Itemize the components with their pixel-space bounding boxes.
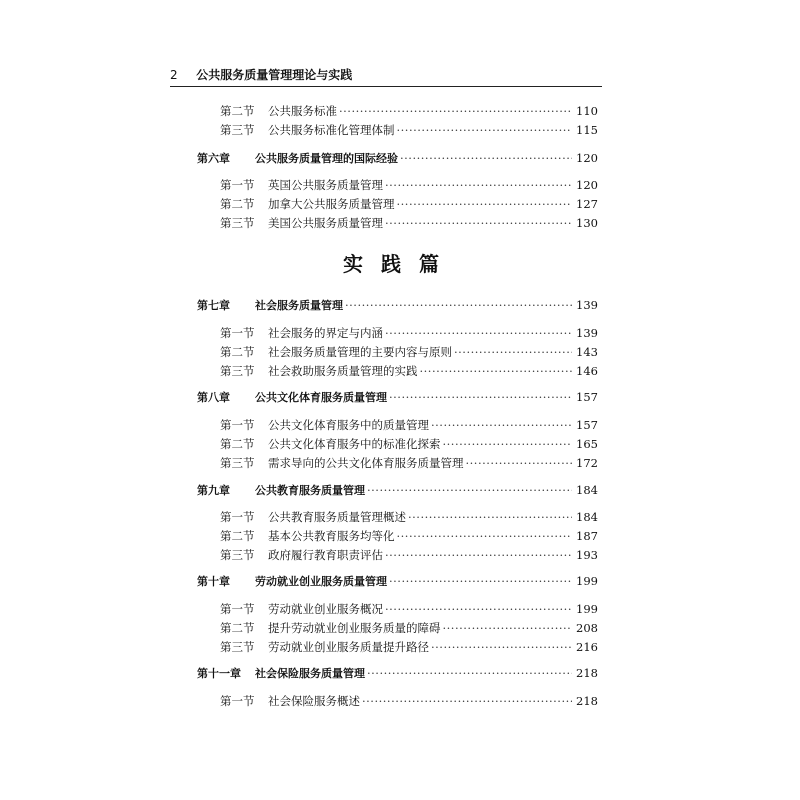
toc-entry-label: 第十一章 (197, 667, 241, 680)
toc-leader-dots (397, 195, 573, 213)
toc-leader-dots (420, 362, 573, 380)
toc-entry-page: 187 (576, 529, 598, 543)
toc-entry-label: 第三节 (220, 640, 255, 654)
toc-entry-page: 139 (576, 326, 598, 340)
toc-leader-dots (454, 343, 572, 361)
toc-entry-page: 110 (576, 104, 598, 118)
toc-section-entry (0, 214, 800, 232)
toc-entry-page: 157 (576, 418, 598, 432)
toc-section-entry (0, 454, 800, 472)
toc-entry-page: 218 (576, 694, 598, 708)
toc-entry-page: 184 (576, 510, 598, 524)
toc-leader-dots (408, 508, 572, 526)
toc-leader-dots (385, 176, 572, 194)
toc-entry-title: 加拿大公共服务质量管理 (268, 197, 395, 211)
toc-section-entry (0, 527, 800, 545)
toc-entry-title: 社会服务质量管理 (255, 299, 343, 312)
toc-entry-title: 公共文化体育服务中的质量管理 (268, 418, 429, 432)
toc-entry-title: 社会救助服务质量管理的实践 (268, 364, 418, 378)
toc-entry-page: 184 (576, 483, 598, 497)
toc-entry-title: 社会服务质量管理的主要内容与原则 (268, 345, 452, 359)
toc-entry-page: 199 (576, 574, 598, 588)
toc-leader-dots (443, 435, 573, 453)
toc-entry-page: 218 (576, 666, 598, 680)
toc-entry-label: 第一节 (220, 510, 255, 524)
toc-entry-label: 第一节 (220, 178, 255, 192)
toc-entry-page: 146 (576, 364, 598, 378)
toc-entry-page: 143 (576, 345, 598, 359)
toc-section-entry (0, 102, 800, 120)
toc-entry-title: 劳动就业创业服务概况 (268, 602, 383, 616)
toc-entry-label: 第七章 (197, 299, 230, 312)
toc-entry-page: 127 (576, 197, 598, 211)
toc-entry-page: 199 (576, 602, 598, 616)
toc-leader-dots (362, 692, 572, 710)
toc-leader-dots (367, 481, 572, 499)
toc-leader-dots (443, 619, 573, 637)
toc-section-entry (0, 324, 800, 342)
toc-leader-dots (339, 102, 572, 120)
toc-entry-page: 120 (576, 178, 598, 192)
toc-leader-dots (397, 527, 573, 545)
toc-entry-title: 基本公共教育服务均等化 (268, 529, 395, 543)
toc-entry-label: 第六章 (197, 152, 230, 165)
toc-chapter-entry (0, 481, 800, 499)
toc-entry-title: 英国公共服务质量管理 (268, 178, 383, 192)
toc-entry-title: 提升劳动就业创业服务质量的障碍 (268, 621, 441, 635)
toc-entry-label: 第八章 (197, 391, 230, 404)
toc-entry-title: 公共教育服务质量管理 (255, 484, 365, 497)
toc-leader-dots (385, 546, 572, 564)
toc-entry-label: 第二节 (220, 621, 255, 635)
page-number: 2 (170, 68, 178, 82)
toc-leader-dots (431, 416, 572, 434)
toc-leader-dots (385, 600, 572, 618)
toc-entry-title: 公共服务标准化管理体制 (268, 123, 395, 137)
toc-section-entry (0, 619, 800, 637)
toc-entry-label: 第十章 (197, 575, 230, 588)
toc-entry-page: 208 (576, 621, 598, 635)
toc-entry-page: 165 (576, 437, 598, 451)
toc-leader-dots (389, 388, 572, 406)
toc-entry-label: 第一节 (220, 326, 255, 340)
toc-entry-label: 第一节 (220, 694, 255, 708)
toc-entry-page: 120 (576, 151, 598, 165)
toc-entry-label: 第九章 (197, 484, 230, 497)
toc-section-entry (0, 508, 800, 526)
toc-leader-dots (400, 149, 572, 167)
toc-leader-dots (397, 121, 573, 139)
toc-leader-dots (367, 664, 572, 682)
toc-section-entry (0, 176, 800, 194)
toc-entry-title: 需求导向的公共文化体育服务质量管理 (268, 456, 464, 470)
toc-entry-label: 第三节 (220, 123, 255, 137)
toc-entry-title: 社会服务的界定与内涵 (268, 326, 383, 340)
toc-section-entry (0, 195, 800, 213)
toc-entry-title: 社会保险服务概述 (268, 694, 360, 708)
book-title: 公共服务质量管理理论与实践 (196, 68, 353, 82)
toc-entry-label: 第一节 (220, 418, 255, 432)
toc-section-entry (0, 435, 800, 453)
toc-entry-title: 公共文化体育服务质量管理 (255, 391, 387, 404)
toc-entry-page: 172 (576, 456, 598, 470)
toc-entry-title: 公共教育服务质量管理概述 (268, 510, 406, 524)
toc-entry-label: 第三节 (220, 364, 255, 378)
toc-entry-label: 第二节 (220, 345, 255, 359)
toc-section-entry (0, 343, 800, 361)
toc-entry-page: 115 (576, 123, 598, 137)
toc-entry-label: 第三节 (220, 216, 255, 230)
toc-entry-title: 社会保险服务质量管理 (255, 667, 365, 680)
part-title: 实践篇 (343, 252, 457, 276)
toc-section-entry (0, 638, 800, 656)
toc-chapter-entry (0, 664, 800, 682)
toc-entry-label: 第二节 (220, 197, 255, 211)
toc-entry-page: 193 (576, 548, 598, 562)
toc-entry-title: 劳动就业创业服务质量提升路径 (268, 640, 429, 654)
toc-leader-dots (385, 214, 572, 232)
toc-entry-label: 第二节 (220, 437, 255, 451)
toc-chapter-entry (0, 296, 800, 314)
toc-entry-title: 劳动就业创业服务质量管理 (255, 575, 387, 588)
toc-entry-label: 第一节 (220, 602, 255, 616)
toc-entry-title: 公共服务标准 (268, 104, 337, 118)
toc-leader-dots (385, 324, 572, 342)
toc-entry-label: 第二节 (220, 104, 255, 118)
toc-section-entry (0, 362, 800, 380)
toc-entry-page: 139 (576, 298, 598, 312)
toc-entry-title: 政府履行教育职责评估 (268, 548, 383, 562)
toc-entry-title: 美国公共服务质量管理 (268, 216, 383, 230)
toc-chapter-entry (0, 572, 800, 590)
toc-section-entry (0, 692, 800, 710)
toc-entry-page: 157 (576, 390, 598, 404)
toc-entry-label: 第三节 (220, 548, 255, 562)
toc-entry-label: 第三节 (220, 456, 255, 470)
toc-entry-title: 公共服务质量管理的国际经验 (255, 152, 398, 165)
toc-leader-dots (466, 454, 573, 472)
toc-chapter-entry (0, 388, 800, 406)
toc-leader-dots (431, 638, 572, 656)
toc-section-entry (0, 416, 800, 434)
toc-entry-page: 130 (576, 216, 598, 230)
toc-leader-dots (345, 296, 572, 314)
toc-chapter-entry (0, 149, 800, 167)
toc-entry-title: 公共文化体育服务中的标准化探索 (268, 437, 441, 451)
toc-section-entry (0, 121, 800, 139)
toc-section-entry (0, 600, 800, 618)
running-header (170, 67, 602, 87)
toc-leader-dots (389, 572, 572, 590)
toc-entry-page: 216 (576, 640, 598, 654)
toc-section-entry (0, 546, 800, 564)
toc-entry-label: 第二节 (220, 529, 255, 543)
